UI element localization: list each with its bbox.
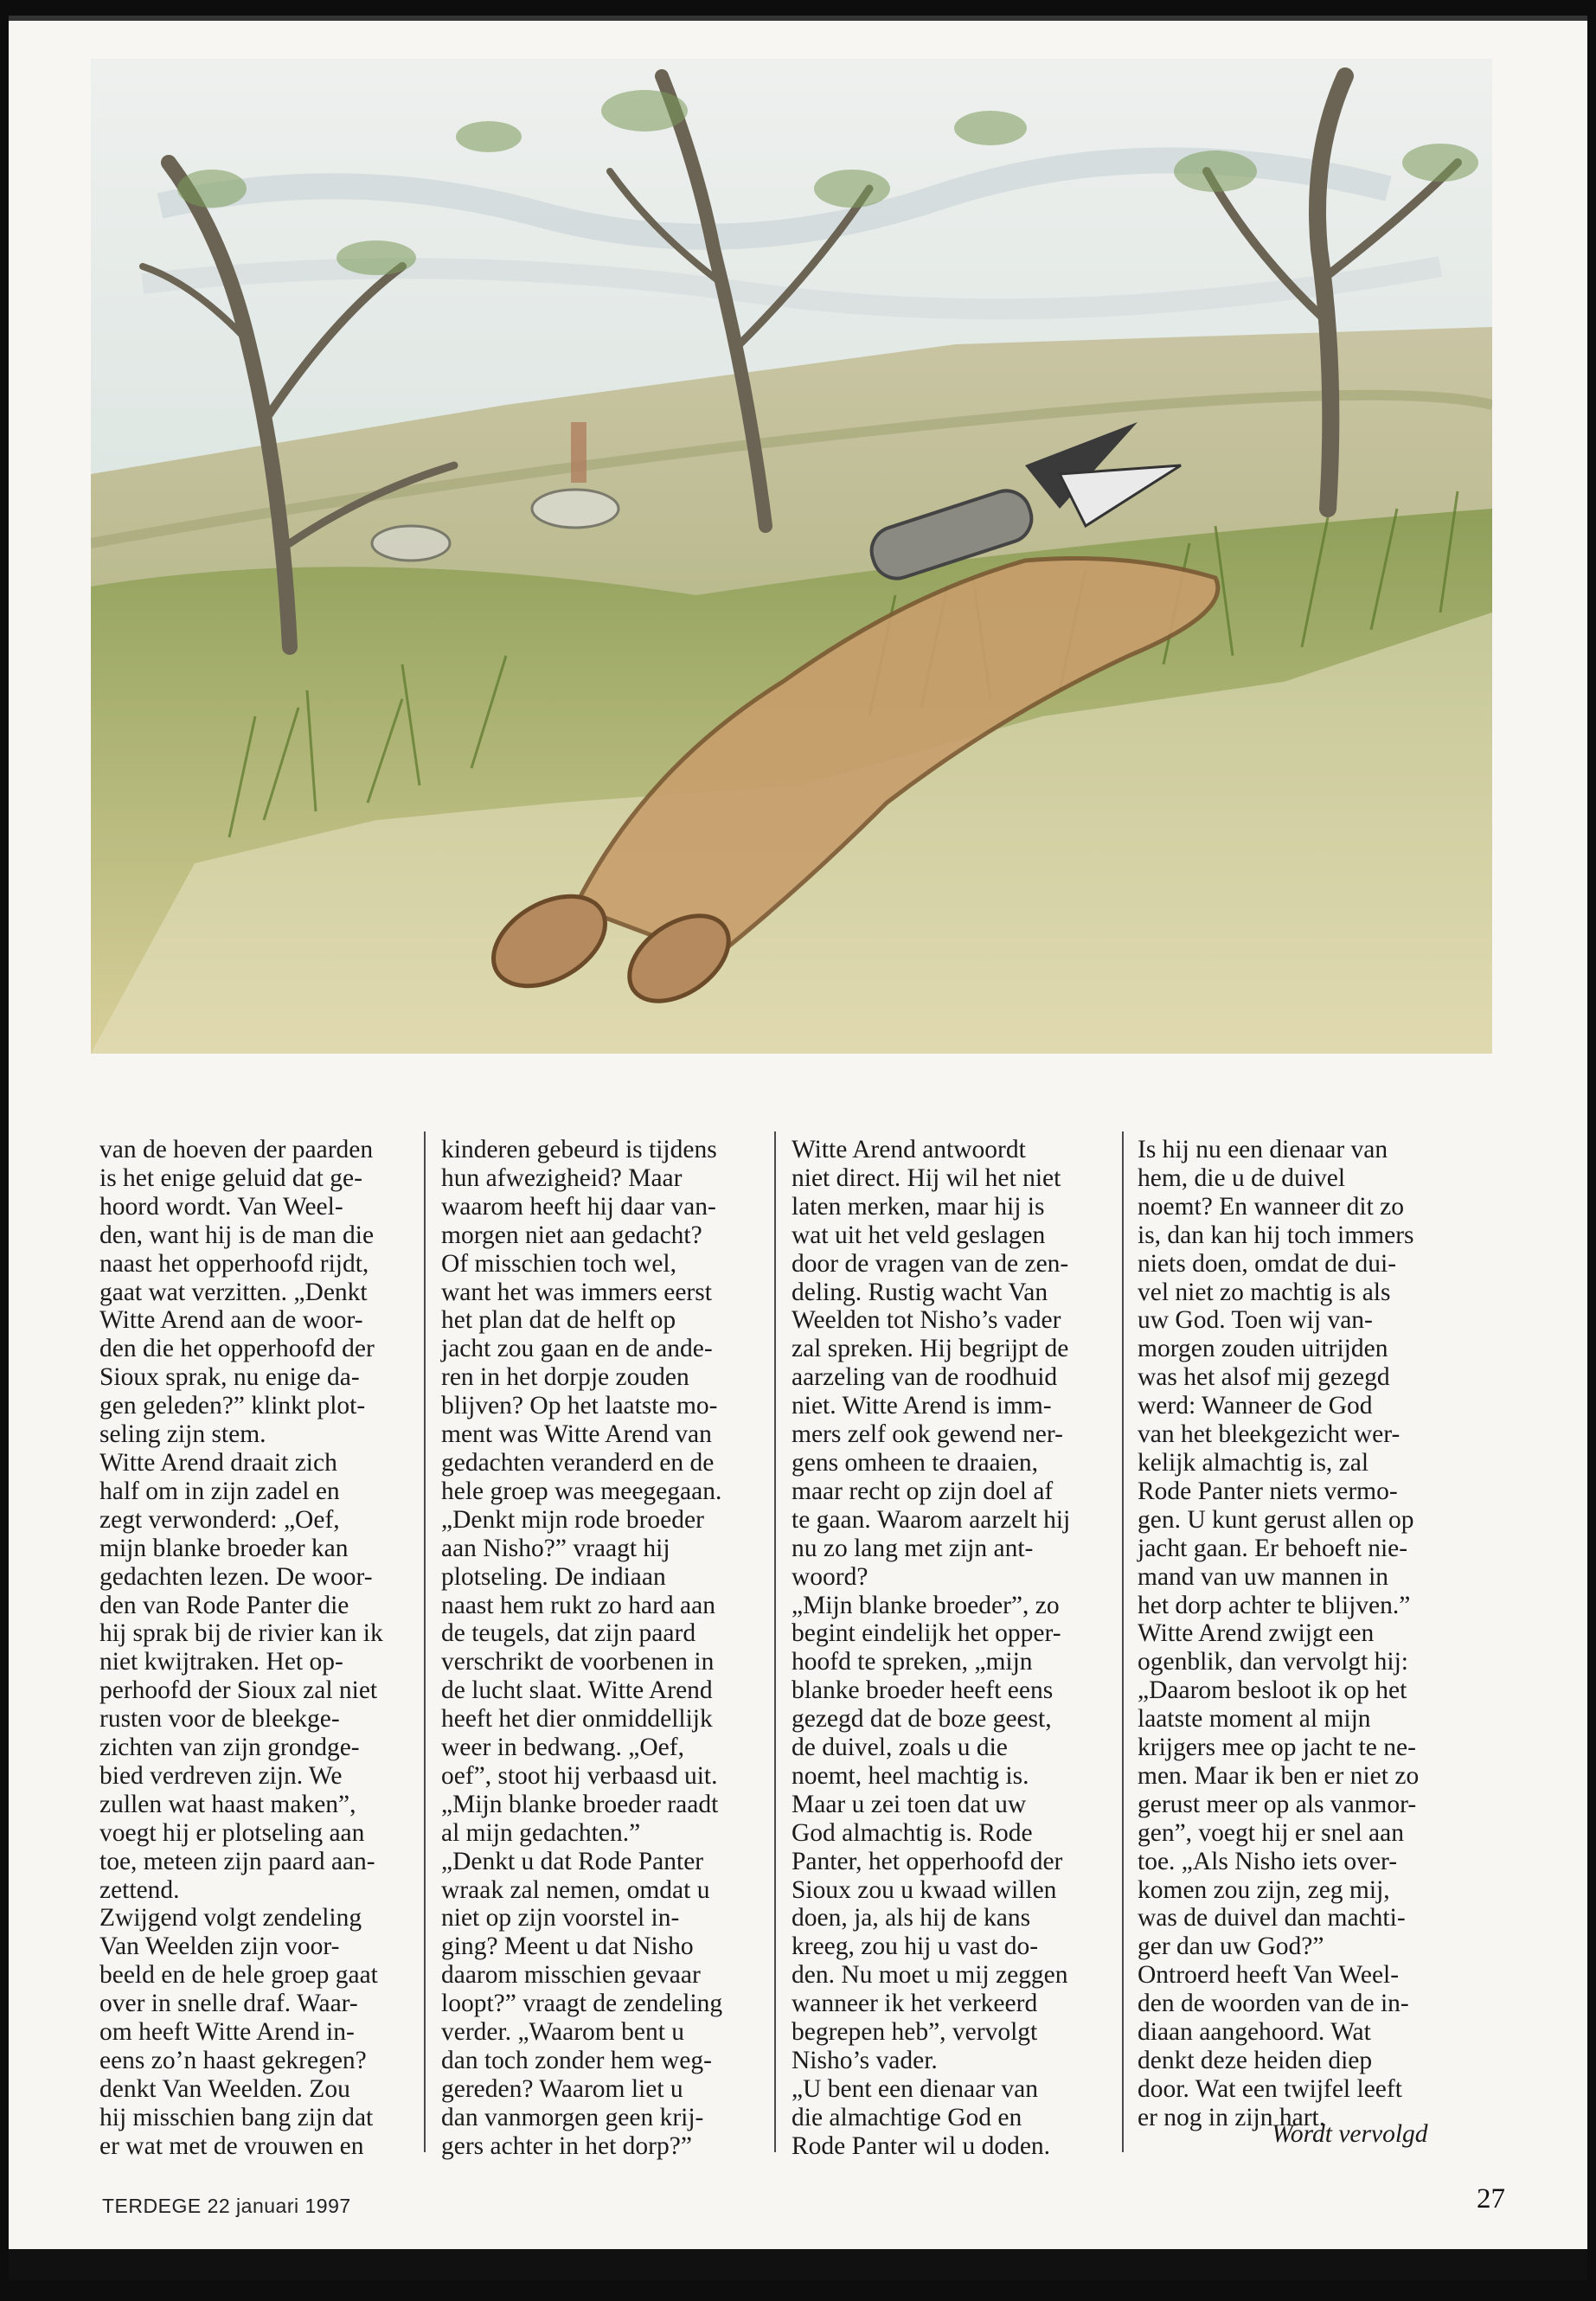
text-line: gers achter in het dorp?”	[441, 2131, 692, 2160]
text-line: Nisho’s vader.	[792, 2047, 938, 2074]
text-line: denkt deze heiden diep	[1138, 2047, 1373, 2074]
text-line: gereden? Waarom liet u	[441, 2074, 683, 2103]
text-line: plotseling. De indiaan	[441, 1562, 666, 1591]
text-line: toe, meteen zijn paard aan-	[99, 1847, 375, 1875]
text-line: hij sprak bij de rivier kan ik	[99, 1619, 383, 1648]
text-line: Witte Arend antwoordt	[792, 1136, 1026, 1163]
text-column-4	[1138, 1136, 1458, 2132]
text-line: Panter, het opperhoofd der	[792, 1847, 1063, 1875]
text-line: laatste moment al mijn	[1138, 1705, 1371, 1734]
text-line: hoofd te spreken, „mijn	[792, 1648, 1033, 1676]
text-line: ment was Witte Arend van	[441, 1420, 712, 1449]
text-line: zullen wat haast maken”,	[99, 1790, 356, 1818]
text-line: van het bleekgezicht wer-	[1138, 1420, 1401, 1449]
text-line: toe. „Als Nisho iets over-	[1138, 1847, 1398, 1875]
text-line: men. Maar ik ben er niet zo	[1138, 1761, 1420, 1790]
text-line: naast hem rukt zo hard aan	[441, 1591, 715, 1619]
continued-note: Wordt vervolgd	[1272, 2120, 1428, 2148]
text-line: niet kwijtraken. Het op-	[99, 1648, 343, 1676]
text-line: hele groep was meegegaan.	[441, 1477, 722, 1505]
text-line: die almachtige God en	[792, 2103, 1022, 2131]
text-line: blijven? Op het laatste mo-	[441, 1392, 718, 1420]
column-rule	[1122, 1131, 1124, 2152]
text-line: „Mijn blanke broeder raadt	[441, 1790, 719, 1818]
text-line: „Denkt mijn rode broeder	[441, 1505, 704, 1534]
text-line: deling. Rustig wacht Van	[792, 1278, 1048, 1306]
text-line: dan vanmorgen geen krij-	[441, 2103, 704, 2131]
text-line: verder. „Waarom bent u	[441, 2018, 685, 2047]
text-line: er nog in zijn hart.	[1138, 2103, 1326, 2131]
text-line: het plan dat de helft op	[441, 1306, 676, 1335]
publication-footer: TERDEGE 22 januari 1997	[102, 2195, 351, 2217]
text-column-1	[99, 1136, 420, 2161]
text-column-2	[441, 1136, 761, 2161]
text-line: blanke broeder heeft eens	[792, 1676, 1054, 1705]
text-line: woord?	[792, 1562, 869, 1591]
text-line: wanneer ik het verkeerd	[792, 1990, 1038, 2018]
watercolor-illustration	[91, 59, 1492, 1054]
text-line: doen, ja, als hij de kans	[792, 1904, 1031, 1932]
text-line: gens omheen te draaien,	[792, 1448, 1039, 1477]
text-line: Witte Arend aan de woor-	[99, 1306, 363, 1335]
text-line: hem, die u de duivel	[1138, 1163, 1346, 1192]
text-line: krijgers mee op jacht te ne-	[1138, 1734, 1416, 1762]
text-line: zegt verwonderd: „Oef,	[99, 1505, 340, 1534]
text-line: eens zo’n haast gekregen?	[99, 2047, 367, 2074]
text-line: komen zou zijn, zeg mij,	[1138, 1875, 1390, 1904]
text-line: de lucht slaat. Witte Arend	[441, 1676, 713, 1705]
text-line: Maar u zei toen dat uw	[792, 1790, 1027, 1818]
text-line: „Denkt u dat Rode Panter	[441, 1847, 704, 1875]
text-line: niets doen, omdat de dui-	[1138, 1249, 1397, 1278]
text-line: door. Wat een twijfel leeft	[1138, 2074, 1402, 2103]
text-line: beeld en de hele groep gaat	[99, 1961, 378, 1990]
text-line: ger dan uw God?”	[1138, 1932, 1324, 1961]
text-line: gedachten veranderd en de	[441, 1448, 715, 1477]
text-line: gezegd dat de boze geest,	[792, 1705, 1052, 1734]
text-line: Zwijgend volgt zendeling	[99, 1904, 362, 1932]
text-line: den van Rode Panter die	[99, 1591, 349, 1619]
text-line: waarom heeft hij daar van-	[441, 1192, 716, 1221]
text-line: mers zelf ook gewend ner-	[792, 1420, 1063, 1449]
text-line: Witte Arend draait zich	[99, 1448, 337, 1477]
text-line: nu zo lang met zijn ant-	[792, 1534, 1034, 1562]
text-line: perhoofd der Sioux zal niet	[99, 1676, 378, 1705]
text-line: denkt Van Weelden. Zou	[99, 2074, 350, 2103]
text-line: begrepen heb”, vervolgt	[792, 2018, 1038, 2047]
text-line: van de hoeven der paarden	[99, 1136, 374, 1163]
text-line: zichten van zijn grondge-	[99, 1734, 360, 1762]
text-line: gen geleden?” klinkt plot-	[99, 1392, 366, 1420]
text-line: maar recht op zijn doel af	[792, 1477, 1054, 1505]
text-line: jacht zou gaan en de ande-	[441, 1335, 713, 1363]
text-line: diaan aangehoord. Wat	[1138, 2018, 1371, 2047]
text-line: morgen niet aan gedacht?	[441, 1221, 702, 1249]
text-line: gen. U kunt gerust allen op	[1138, 1505, 1414, 1534]
text-line: de duivel, zoals u die	[792, 1734, 1008, 1762]
text-line: weer in bedwang. „Oef,	[441, 1734, 684, 1762]
text-line: vel niet zo machtig is als	[1138, 1278, 1391, 1306]
text-line: Ontroerd heeft Van Weel-	[1138, 1961, 1400, 1990]
text-line: niet direct. Hij wil het niet	[792, 1163, 1061, 1192]
text-line: verschrikt de voorbenen in	[441, 1648, 715, 1676]
text-line: er wat met de vrouwen en	[99, 2131, 364, 2160]
text-line: het dorp achter te blijven.”	[1138, 1591, 1411, 1619]
text-line: den, want hij is de man die	[99, 1221, 375, 1249]
text-line: noemt, heel machtig is.	[792, 1761, 1029, 1790]
text-line: den die het opperhoofd der	[99, 1335, 375, 1363]
text-line: dan toch zonder hem weg-	[441, 2047, 712, 2074]
text-line: was het alsof mij gezegd	[1138, 1363, 1390, 1392]
text-line: is het enige geluid dat ge-	[99, 1163, 362, 1192]
text-line: hoord wordt. Van Weel-	[99, 1192, 343, 1221]
text-line: mijn blanke broeder kan	[99, 1534, 349, 1562]
text-line: morgen zouden uitrijden	[1138, 1335, 1388, 1363]
text-column-3	[792, 1136, 1112, 2161]
text-line: ging? Meent u dat Nisho	[441, 1932, 694, 1961]
text-line: Witte Arend zwijgt een	[1138, 1619, 1375, 1648]
text-line: was de duivel dan machti-	[1138, 1904, 1406, 1932]
text-line: „U bent een dienaar van	[792, 2074, 1039, 2103]
text-line: Weelden tot Nisho’s vader	[792, 1306, 1061, 1335]
text-line: noemt? En wanneer dit zo	[1138, 1192, 1404, 1221]
text-line: kreeg, zou hij u vast do-	[792, 1932, 1039, 1961]
text-line: aan Nisho?” vraagt hij	[441, 1534, 670, 1562]
text-line: Sioux zou u kwaad willen	[792, 1875, 1057, 1904]
magazine-page	[9, 16, 1587, 2280]
text-line: wat uit het veld geslagen	[792, 1221, 1046, 1249]
text-line: zettend.	[99, 1875, 180, 1904]
text-line: „Mijn blanke broeder”, zo	[792, 1591, 1060, 1619]
text-line: loopt?” vraagt de zendeling	[441, 1990, 723, 2018]
text-line: te gaan. Waarom aarzelt hij	[792, 1505, 1071, 1534]
text-line: gerust meer op als vanmor-	[1138, 1790, 1417, 1818]
column-rule	[774, 1131, 776, 2152]
scan-edge	[9, 16, 1587, 21]
text-line: Of misschien toch wel,	[441, 1249, 676, 1278]
text-line: ren in het dorpje zouden	[441, 1363, 689, 1392]
scan-edge	[9, 2249, 1587, 2280]
text-line: den. Nu moet u mij zeggen	[792, 1961, 1068, 1990]
text-line: gen”, voegt hij er snel aan	[1138, 1818, 1404, 1847]
text-line: begint eindelijk het opper-	[792, 1619, 1061, 1648]
text-line: ogenblik, dan vervolgt hij:	[1138, 1648, 1408, 1676]
text-line: Rode Panter niets vermo-	[1138, 1477, 1398, 1505]
text-line: om heeft Witte Arend in-	[99, 2018, 355, 2047]
text-line: zal spreken. Hij begrijpt de	[792, 1335, 1069, 1363]
text-line: door de vragen van de zen-	[792, 1249, 1069, 1278]
text-line: de teugels, dat zijn paard	[441, 1619, 696, 1648]
text-line: gedachten lezen. De woor-	[99, 1562, 373, 1591]
text-line: oef”, stoot hij verbaasd uit.	[441, 1761, 718, 1790]
text-line: Rode Panter wil u doden.	[792, 2131, 1051, 2160]
text-line: gaat wat verzitten. „Denkt	[99, 1278, 368, 1306]
text-line: God almachtig is. Rode	[792, 1818, 1033, 1847]
text-line: werd: Wanneer de God	[1138, 1392, 1373, 1420]
text-line: seling zijn stem.	[99, 1420, 266, 1449]
text-line: is, dan kan hij toch immers	[1138, 1221, 1414, 1249]
text-line: „Daarom besloot ik op het	[1138, 1676, 1407, 1705]
text-line: niet op zijn voorstel in-	[441, 1904, 680, 1932]
text-line: den de woorden van de in-	[1138, 1990, 1409, 2018]
text-line: hij misschien bang zijn dat	[99, 2103, 374, 2131]
text-line: Van Weelden zijn voor-	[99, 1932, 340, 1961]
text-line: half om in zijn zadel en	[99, 1477, 340, 1505]
text-line: voegt hij er plotseling aan	[99, 1818, 365, 1847]
text-line: daarom misschien gevaar	[441, 1961, 701, 1990]
text-line: aarzeling van de roodhuid	[792, 1363, 1058, 1392]
text-line: naast het opperhoofd rijdt,	[99, 1249, 369, 1278]
text-line: kelijk almachtig is, zal	[1138, 1448, 1369, 1477]
text-line: Is hij nu een dienaar van	[1138, 1136, 1388, 1163]
text-line: heeft het dier onmiddellijk	[441, 1705, 713, 1734]
text-line: bied verdreven zijn. We	[99, 1761, 343, 1790]
text-line: niet. Witte Arend is imm-	[792, 1392, 1052, 1420]
text-line: hun afwezigheid? Maar	[441, 1163, 683, 1192]
text-line: over in snelle draf. Waar-	[99, 1990, 358, 2018]
text-line: kinderen gebeurd is tijdens	[441, 1136, 717, 1163]
text-line: al mijn gedachten.”	[441, 1818, 641, 1847]
text-line: Sioux sprak, nu enige da-	[99, 1363, 360, 1392]
page-number: 27	[1477, 2183, 1505, 2214]
column-rule	[424, 1131, 426, 2152]
text-line: laten merken, maar hij is	[792, 1192, 1045, 1221]
text-line: jacht gaan. Er behoeft nie-	[1138, 1534, 1408, 1562]
text-line: want het was immers eerst	[441, 1278, 712, 1306]
text-line: rusten voor de bleekge-	[99, 1705, 340, 1734]
text-line: mand van uw mannen in	[1138, 1562, 1389, 1591]
text-line: wraak zal nemen, omdat u	[441, 1875, 710, 1904]
text-line: uw God. Toen wij van-	[1138, 1306, 1373, 1335]
